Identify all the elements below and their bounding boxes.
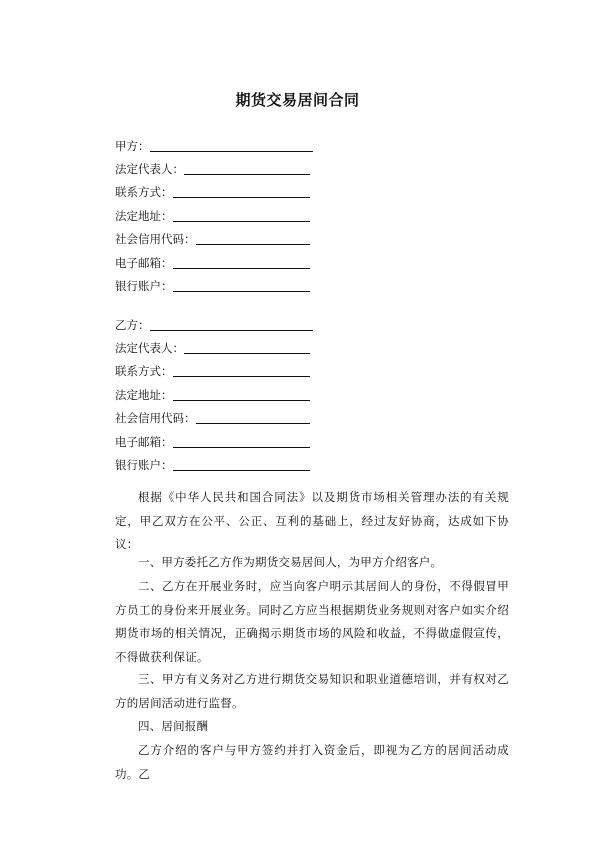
clause-4-heading: 四、居间报酬 bbox=[138, 719, 209, 733]
blank-line[interactable] bbox=[173, 470, 310, 471]
blank-line[interactable] bbox=[150, 151, 313, 152]
party-a-legal-rep-field bbox=[115, 156, 310, 176]
intro-paragraph: 根据《中华人民共和国合同法》以及期货市场相关管理办法的有关规定，甲乙双方在公平、公正、互利的基础上，经过友好协商，达成如下协议： bbox=[115, 490, 509, 551]
party-a-credit-code-field bbox=[115, 226, 310, 246]
field-label: 社会信用代码： bbox=[115, 232, 196, 246]
party-b-email-field bbox=[115, 429, 310, 449]
field-label: 联系方式： bbox=[115, 185, 173, 199]
clause-4-body: 乙方介绍的客户与甲方签约并打入资金后，即视为乙方的居间活动成功。乙 bbox=[115, 743, 509, 781]
field-label: 法定代表人： bbox=[115, 341, 184, 355]
party-a-bank-account-field bbox=[115, 273, 310, 293]
document-title: 期货交易居间合同 bbox=[235, 91, 360, 109]
blank-line[interactable] bbox=[173, 268, 310, 269]
party-b-address-field bbox=[115, 382, 310, 402]
blank-line[interactable] bbox=[173, 197, 310, 198]
field-label: 法定地址： bbox=[115, 209, 173, 223]
clause-2: 二、乙方在开展业务时，应当向客户明示其居间人的身份，不得假冒甲方员工的身份来开展业务。同时乙方应当根据期货业务规则对客户如实介绍期货市场的相关情况，正确揭示期货市场的风险和收益，不得做虚假宣传，不得做获利保证。 bbox=[115, 579, 509, 664]
clause-3: 三、甲方有义务对乙方进行期货交易知识和职业道德培训，并有权对乙方的居间活动进行监督。 bbox=[115, 672, 509, 710]
field-label: 联系方式： bbox=[115, 364, 173, 378]
field-label: 电子邮箱： bbox=[115, 256, 173, 270]
field-label: 乙方： bbox=[115, 318, 150, 332]
field-label: 法定地址： bbox=[115, 388, 173, 402]
field-label: 法定代表人： bbox=[115, 162, 184, 176]
party-a-address-field bbox=[115, 203, 310, 223]
field-label: 银行账户： bbox=[115, 458, 173, 472]
blank-line[interactable] bbox=[196, 244, 310, 245]
blank-line[interactable] bbox=[150, 330, 313, 331]
party-b-credit-code-field bbox=[115, 405, 310, 425]
party-a-name-field bbox=[115, 133, 313, 153]
blank-line[interactable] bbox=[173, 221, 310, 222]
blank-line[interactable] bbox=[184, 174, 310, 175]
blank-line[interactable] bbox=[184, 353, 310, 354]
field-label: 电子邮箱： bbox=[115, 435, 173, 449]
party-b-legal-rep-field bbox=[115, 335, 310, 355]
blank-line[interactable] bbox=[173, 447, 310, 448]
party-b-bank-account-field bbox=[115, 452, 310, 472]
party-a-contact-field bbox=[115, 179, 310, 199]
blank-line[interactable] bbox=[173, 376, 310, 377]
blank-line[interactable] bbox=[173, 291, 310, 292]
party-a-email-field bbox=[115, 250, 310, 270]
field-label: 社会信用代码： bbox=[115, 411, 196, 425]
party-b-name-field bbox=[115, 312, 313, 332]
blank-line[interactable] bbox=[173, 400, 310, 401]
blank-line[interactable] bbox=[196, 423, 310, 424]
party-b-contact-field bbox=[115, 358, 310, 378]
field-label: 甲方： bbox=[115, 139, 150, 153]
clause-1: 一、甲方委托乙方作为期货交易居间人，为甲方介绍客户。 bbox=[138, 555, 443, 569]
field-label: 银行账户： bbox=[115, 279, 173, 293]
